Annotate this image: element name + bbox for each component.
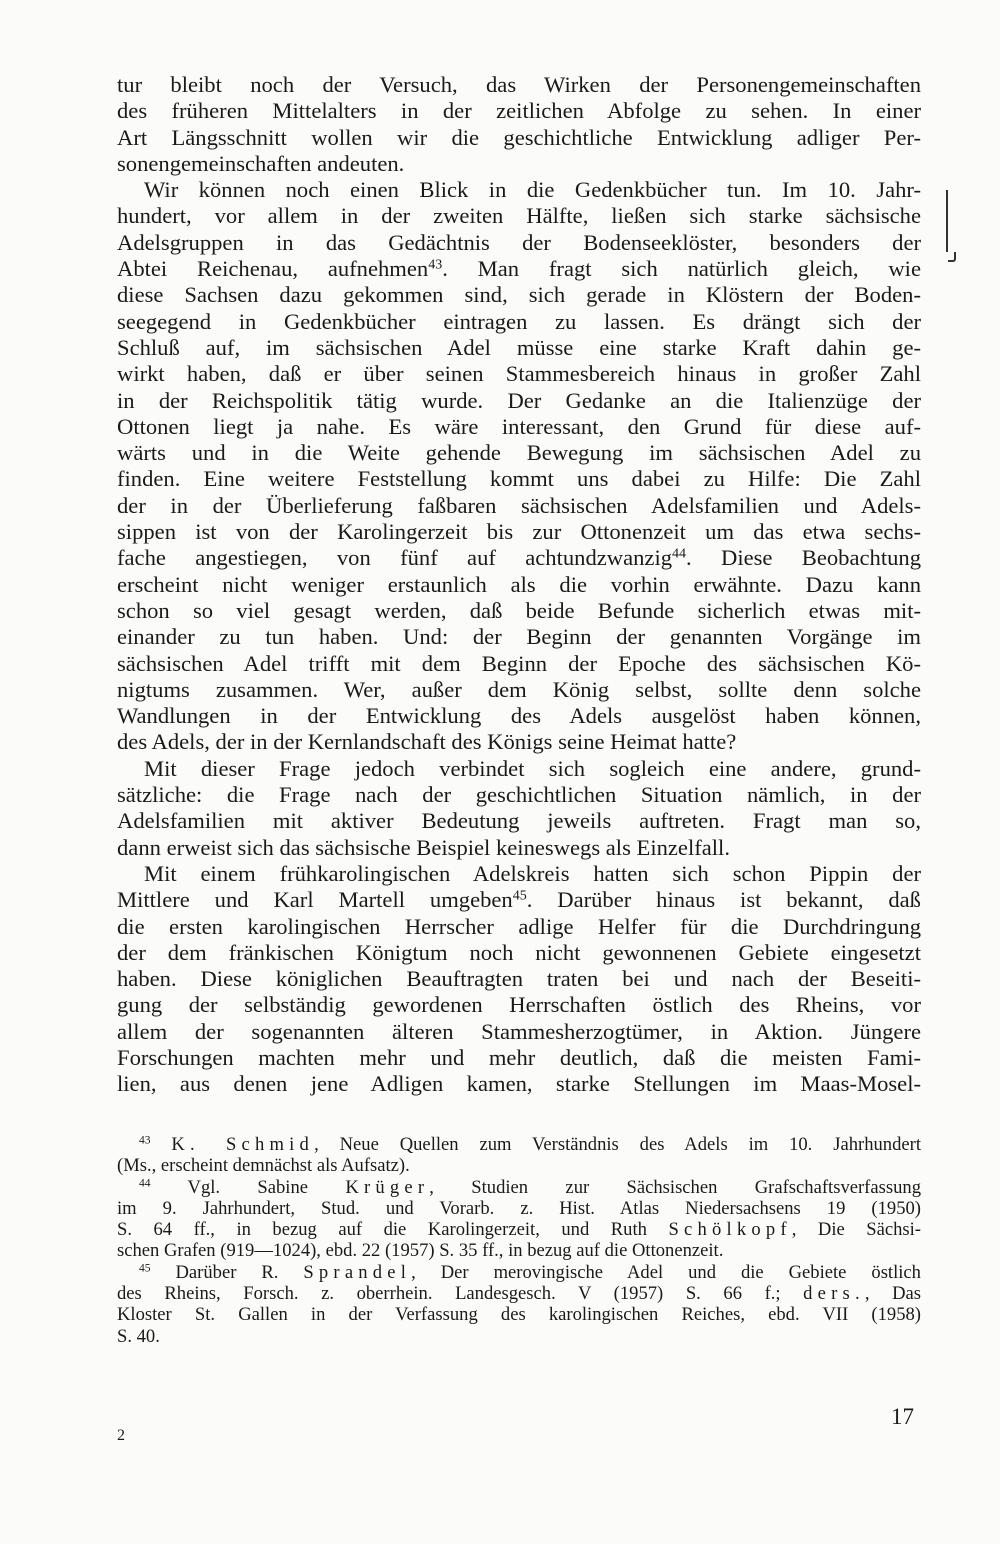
text-segment: des Rheins, Forsch. z. oberrhein. Landesgesch. V (1957) S. 66 f.; — [117, 1283, 804, 1305]
paragraph-2 — [117, 177, 921, 756]
text-line: hundert, vor allem in der zweiten Hälfte, ließen sich starke sächsische — [117, 203, 921, 229]
text-line: der in der Überlieferung faßbaren sächsischen Adelsfamilien und Adels- — [117, 492, 921, 518]
text-segment: fache angestiegen, von fünf auf achtundzwanzig — [117, 545, 673, 571]
footnote-line — [117, 1283, 921, 1304]
text-line: wärts und in die Weite gehende Bewegung im sächsischen Adel zu — [117, 440, 921, 466]
text-line: erscheint nicht weniger erstaunlich als die vorhin erwähnte. Dazu kann — [117, 571, 921, 597]
text-line: nigtums zusammen. Wer, außer dem König selbst, sollte denn solche — [117, 676, 921, 702]
text-line: sächsischen Adel trifft mit dem Beginn der Epoche des sächsischen Kö- — [117, 650, 921, 676]
text-segment: , Neue Quellen zum Verständnis des Adels im 10. Jahrhundert — [314, 1134, 921, 1155]
footnote-author: Sprandel — [303, 1261, 412, 1283]
text-segment: , Die Sächsi- — [791, 1219, 922, 1241]
text-segment: . Darüber hinaus ist bekannt, daß — [526, 887, 921, 913]
footnote-45 — [117, 1262, 921, 1347]
page-number: 17 — [891, 1404, 914, 1429]
text-line: allem der sogenannten älteren Stammesherzogtümer, in Aktion. Jüngere — [117, 1018, 921, 1044]
text-line: lien, aus denen jene Adligen kamen, starke Stellungen im Maas-Mosel- — [117, 1071, 921, 1097]
footnote-43 — [117, 1134, 921, 1177]
text-line: tur bleibt noch der Versuch, das Wirken der Personengemeinschaften — [117, 72, 921, 97]
footnote-line: S. 40. — [117, 1325, 160, 1347]
footnote-line — [117, 1134, 921, 1155]
signature-mark: 2 — [117, 1427, 125, 1444]
footnote-44 — [117, 1177, 921, 1262]
margin-change-bar — [946, 190, 948, 252]
text-line: Art Längsschnitt wollen wir die geschichtliche Entwicklung adliger Per- — [117, 124, 921, 150]
footnote-line — [117, 1219, 921, 1240]
text-line: finden. Eine weitere Feststellung kommt uns dabei zu Hilfe: Die Zahl — [117, 466, 921, 492]
text-line-with-ref — [117, 545, 921, 571]
text-segment: , Studien zur Sächsischen Grafschaftsverfassung — [429, 1176, 921, 1198]
text-segment: Darüber R. — [175, 1261, 304, 1283]
text-line: Ottonen liegt ja nahe. Es wäre interessant, den Grund für diese auf- — [117, 413, 921, 439]
footnote-ref-44[interactable]: 44 — [672, 546, 687, 562]
text-line-with-ref — [117, 887, 921, 913]
text-line: seegegend in Gedenkbücher eintragen zu lassen. Es drängt sich der — [117, 308, 921, 334]
paragraph-3 — [117, 756, 921, 861]
text-line: diese Sachsen dazu gekommen sind, sich gerade in Klöstern der Boden- — [117, 282, 921, 308]
footnote-line: Kloster St. Gallen in der Verfassung des karolingischen Reiches, ebd. VII (1958) — [117, 1304, 921, 1326]
text-segment: . Man fragt sich natürlich gleich, wie — [442, 256, 921, 282]
main-text — [117, 72, 921, 1098]
text-line: in der Reichspolitik tätig wurde. Der Gedanke an die Italienzüge der — [117, 387, 921, 413]
text-line: Mit einem frühkarolingischen Adelskreis hatten sich schon Pippin der — [144, 860, 921, 886]
text-line: Wandlungen in der Entwicklung des Adels ausgelöst haben können, — [117, 703, 921, 729]
text-line: sonengemeinschaften andeuten. — [117, 150, 405, 176]
text-segment: , Das — [864, 1283, 921, 1305]
footnote-author: Schölkopf — [668, 1219, 792, 1241]
margin-change-bar-foot — [948, 252, 956, 262]
text-line-with-ref — [117, 256, 921, 282]
footnote-line: (Ms., erscheint demnächst als Aufsatz). — [117, 1155, 410, 1177]
text-line: Wir können noch einen Blick in die Gedenkbücher tun. Im 10. Jahr- — [144, 177, 921, 203]
footnote-author: K. Schmid — [171, 1134, 315, 1155]
text-segment: , Der merovingische Adel und die Gebiete östlich — [411, 1261, 921, 1283]
footnote-line — [117, 1177, 921, 1198]
text-line: schon so viel gesagt werden, daß beide Befunde sicherlich etwas mit- — [117, 597, 921, 623]
text-segment: Vgl. Sabine — [187, 1176, 346, 1198]
text-line: des Adels, der in der Kernlandschaft des Königs seine Heimat hatte? — [117, 729, 737, 755]
text-segment: . Diese Beobachtung — [686, 545, 921, 571]
text-line: die ersten karolingischen Herrscher adlige Helfer für die Durchdringung — [117, 913, 921, 939]
footnote-line — [117, 1262, 921, 1283]
text-line: Schluß auf, im sächsischen Adel müsse eine starke Kraft dahin ge- — [117, 334, 921, 360]
footnotes — [117, 1134, 921, 1347]
paragraph-1 — [117, 72, 921, 177]
footnote-number: 43 — [139, 1134, 151, 1147]
footnote-ref-45[interactable]: 45 — [512, 888, 527, 904]
text-line: Mit dieser Frage jedoch verbindet sich sogleich eine andere, grund- — [144, 755, 921, 781]
footnote-line: im 9. Jahrhundert, Stud. und Vorarb. z. Hist. Atlas Niedersachsens 19 (1950) — [117, 1197, 921, 1219]
footnote-author: ders. — [803, 1283, 865, 1305]
paragraph-4 — [117, 861, 921, 1098]
text-line: Forschungen machten mehr und mehr deutlich, daß die meisten Fami- — [117, 1044, 921, 1070]
text-line: Adelsgruppen in das Gedächtnis der Bodenseeklöster, besonders der — [117, 229, 921, 255]
text-line: des früheren Mittelalters in der zeitlichen Abfolge zu sehen. In einer — [117, 98, 921, 124]
footnote-ref-43[interactable]: 43 — [428, 257, 443, 273]
footnote-line: schen Grafen (919—1024), ebd. 22 (1957) S. 35 ff., in bezug auf die Ottonenzeit. — [117, 1240, 724, 1262]
text-line: dann erweist sich das sächsische Beispiel keineswegs als Einzelfall. — [117, 834, 730, 860]
text-line: Adelsfamilien mit aktiver Bedeutung jeweils auftreten. Fragt man so, — [117, 808, 921, 834]
text-segment: Abtei Reichenau, aufnehmen — [117, 256, 429, 282]
footnote-number: 44 — [139, 1177, 151, 1190]
text-segment: Mittlere und Karl Martell umgeben — [117, 887, 513, 913]
text-line: wirkt haben, daß er über seinen Stammesbereich hinaus in großer Zahl — [117, 361, 921, 387]
text-line: sippen ist von der Karolingerzeit bis zur Ottonenzeit um das etwa sechs- — [117, 519, 921, 545]
footnote-author: Krüger — [345, 1176, 430, 1198]
text-line: haben. Diese königlichen Beauftragten traten bei und nach der Beseiti- — [117, 966, 921, 992]
text-line: der dem fränkischen Königtum noch nicht gewonnenen Gebiete eingesetzt — [117, 939, 921, 965]
text-segment: S. 64 ff., in bezug auf die Karolingerzeit, und Ruth — [117, 1219, 669, 1241]
text-line: gung der selbständig gewordenen Herrschaften östlich des Rheins, vor — [117, 992, 921, 1018]
text-line: sätzliche: die Frage nach der geschichtlichen Situation nämlich, in der — [117, 782, 921, 808]
text-line: einander zu tun haben. Und: der Beginn der genannten Vorgänge im — [117, 624, 921, 650]
footnote-number: 45 — [139, 1262, 151, 1275]
